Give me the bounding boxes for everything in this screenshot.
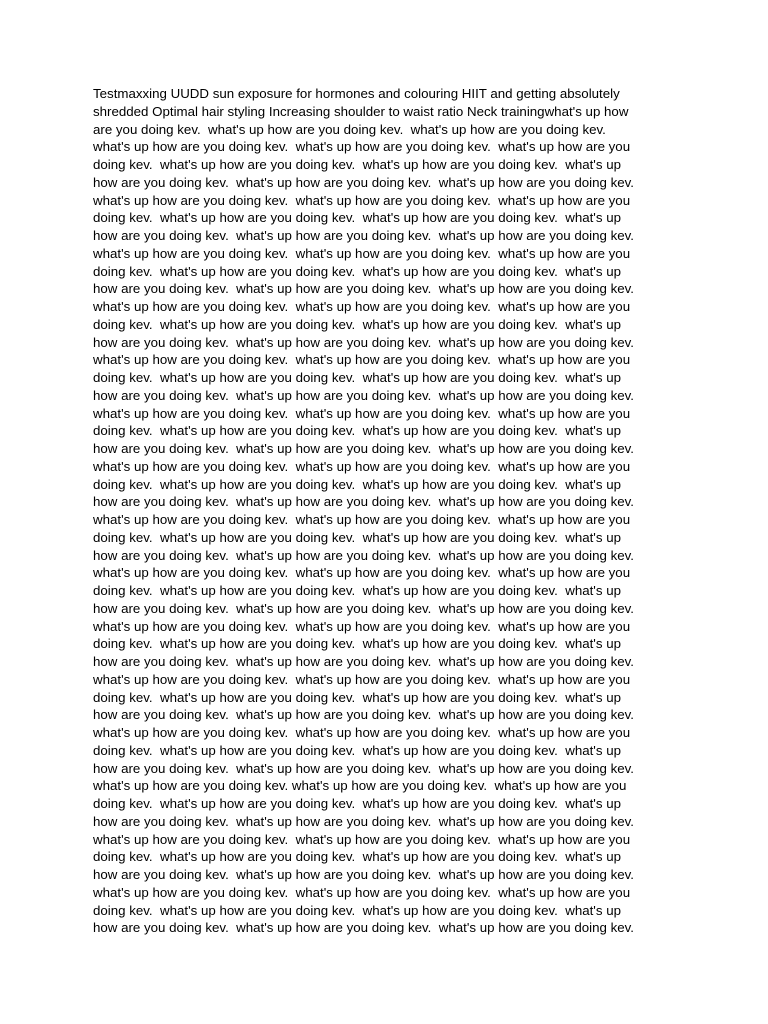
text-line: how are you doing kev. what's up how are you doing kev. what's up how are you doing kev. [93, 228, 634, 243]
text-line: what's up how are you doing kev. what's up how are you doing kev. what's up how are you [93, 512, 631, 527]
text-line: how are you doing kev. what's up how are you doing kev. what's up how are you doing kev. [93, 654, 634, 669]
text-line: doing kev. what's up how are you doing kev. what's up how are you doing kev. what's up [93, 849, 621, 865]
text-line: doing kev. what's up how are you doing kev. what's up how are you doing kev. what's up [93, 902, 621, 918]
text-line: how are you doing kev. what's up how are you doing kev. what's up how are you doing kev. [93, 600, 634, 616]
text-line: what's up how are you doing kev. what's up how are you doing kev. what's up how are you [93, 778, 627, 794]
text-line: how are you doing kev. what's up how are you doing kev. what's up how are you doing kev. [93, 707, 634, 723]
text-line: what's up how are you doing kev. what's up how are you doing kev. what's up how are you [93, 139, 631, 155]
text-line: doing kev. what's up how are you doing kev. what's up how are you doing kev. what's up [93, 316, 621, 332]
text-line: what's up how are you doing kev. what's up how are you doing kev. what's up how are you [93, 192, 631, 208]
text-line: doing kev. what's up how are you doing kev. what's up how are you doing kev. what's up [93, 529, 621, 545]
text-line: Testmaxxing UUDD sun exposure for hormones and colouring HIIT and getting absolutely [93, 86, 620, 101]
text-line: how are you doing kev. what's up how are you doing kev. what's up how are you doing kev. [93, 920, 634, 936]
text-line: what's up how are you doing kev. what's up how are you doing kev. what's up how are you [93, 831, 631, 847]
text-line: how are you doing kev. what's up how are you doing kev. what's up how are you doing kev. [93, 547, 634, 563]
text-line: what's up how are you doing kev. what's up how are you doing kev. what's up how are you [93, 458, 631, 474]
text-line: how are you doing kev. what's up how are you doing kev. what's up how are you doing kev. [93, 387, 634, 403]
text-line: how are you doing kev. what's up how are you doing kev. what's up how are you doing kev. [93, 334, 634, 350]
text-line: how are you doing kev. what's up how are you doing kev. what's up how are you doing kev. [93, 760, 634, 776]
text-line: doing kev. what's up how are you doing kev. what's up how are you doing kev. what's up [93, 210, 621, 226]
text-line: how are you doing kev. what's up how are you doing kev. what's up how are you doing kev. [93, 813, 634, 829]
text-line: doing kev. what's up how are you doing kev. what's up how are you doing kev. what's up [93, 157, 621, 172]
text-line: doing kev. what's up how are you doing kev. what's up how are you doing kev. what's up [93, 370, 621, 385]
text-line: how are you doing kev. what's up how are you doing kev. what's up how are you doing kev. [93, 494, 634, 510]
text-line: how are you doing kev. what's up how are you doing kev. what's up how are you doing kev. [93, 174, 634, 190]
text-line: doing kev. what's up how are you doing kev. what's up how are you doing kev. what's up [93, 636, 621, 652]
text-line: what's up how are you doing kev. what's up how are you doing kev. what's up how are you [93, 565, 631, 581]
text-line: what's up how are you doing kev. what's up how are you doing kev. what's up how are you [93, 671, 631, 687]
text-line: what's up how are you doing kev. what's up how are you doing kev. what's up how are you [93, 299, 631, 314]
text-line: doing kev. what's up how are you doing kev. what's up how are you doing kev. what's up [93, 476, 621, 492]
text-line: doing kev. what's up how are you doing kev. what's up how are you doing kev. what's up [93, 689, 621, 705]
document-body-text [93, 85, 693, 937]
text-line: what's up how are you doing kev. what's up how are you doing kev. what's up how are you [93, 725, 631, 740]
text-line: what's up how are you doing kev. what's up how are you doing kev. what's up how are you [93, 618, 631, 634]
text-line: what's up how are you doing kev. what's up how are you doing kev. what's up how are you [93, 405, 631, 421]
text-line: doing kev. what's up how are you doing kev. what's up how are you doing kev. what's up [93, 263, 621, 279]
text-line: what's up how are you doing kev. what's up how are you doing kev. what's up how are you [93, 352, 631, 368]
text-line: what's up how are you doing kev. what's up how are you doing kev. what's up how are you [93, 245, 631, 261]
text-line: how are you doing kev. what's up how are you doing kev. what's up how are you doing kev. [93, 867, 634, 882]
text-line: doing kev. what's up how are you doing kev. what's up how are you doing kev. what's up [93, 796, 621, 811]
text-line: what's up how are you doing kev. what's up how are you doing kev. what's up how are you [93, 884, 631, 900]
text-line: are you doing kev. what's up how are you doing kev. what's up how are you doing kev. [93, 121, 606, 137]
text-line: shredded Optimal hair styling Increasing shoulder to waist ratio Neck trainingwhat's up how [93, 103, 629, 119]
text-line: doing kev. what's up how are you doing kev. what's up how are you doing kev. what's up [93, 742, 621, 758]
text-line: doing kev. what's up how are you doing kev. what's up how are you doing kev. what's up [93, 423, 621, 439]
text-line: how are you doing kev. what's up how are you doing kev. what's up how are you doing kev. [93, 281, 634, 297]
text-line: doing kev. what's up how are you doing kev. what's up how are you doing kev. what's up [93, 583, 621, 598]
text-line: how are you doing kev. what's up how are you doing kev. what's up how are you doing kev. [93, 441, 634, 456]
